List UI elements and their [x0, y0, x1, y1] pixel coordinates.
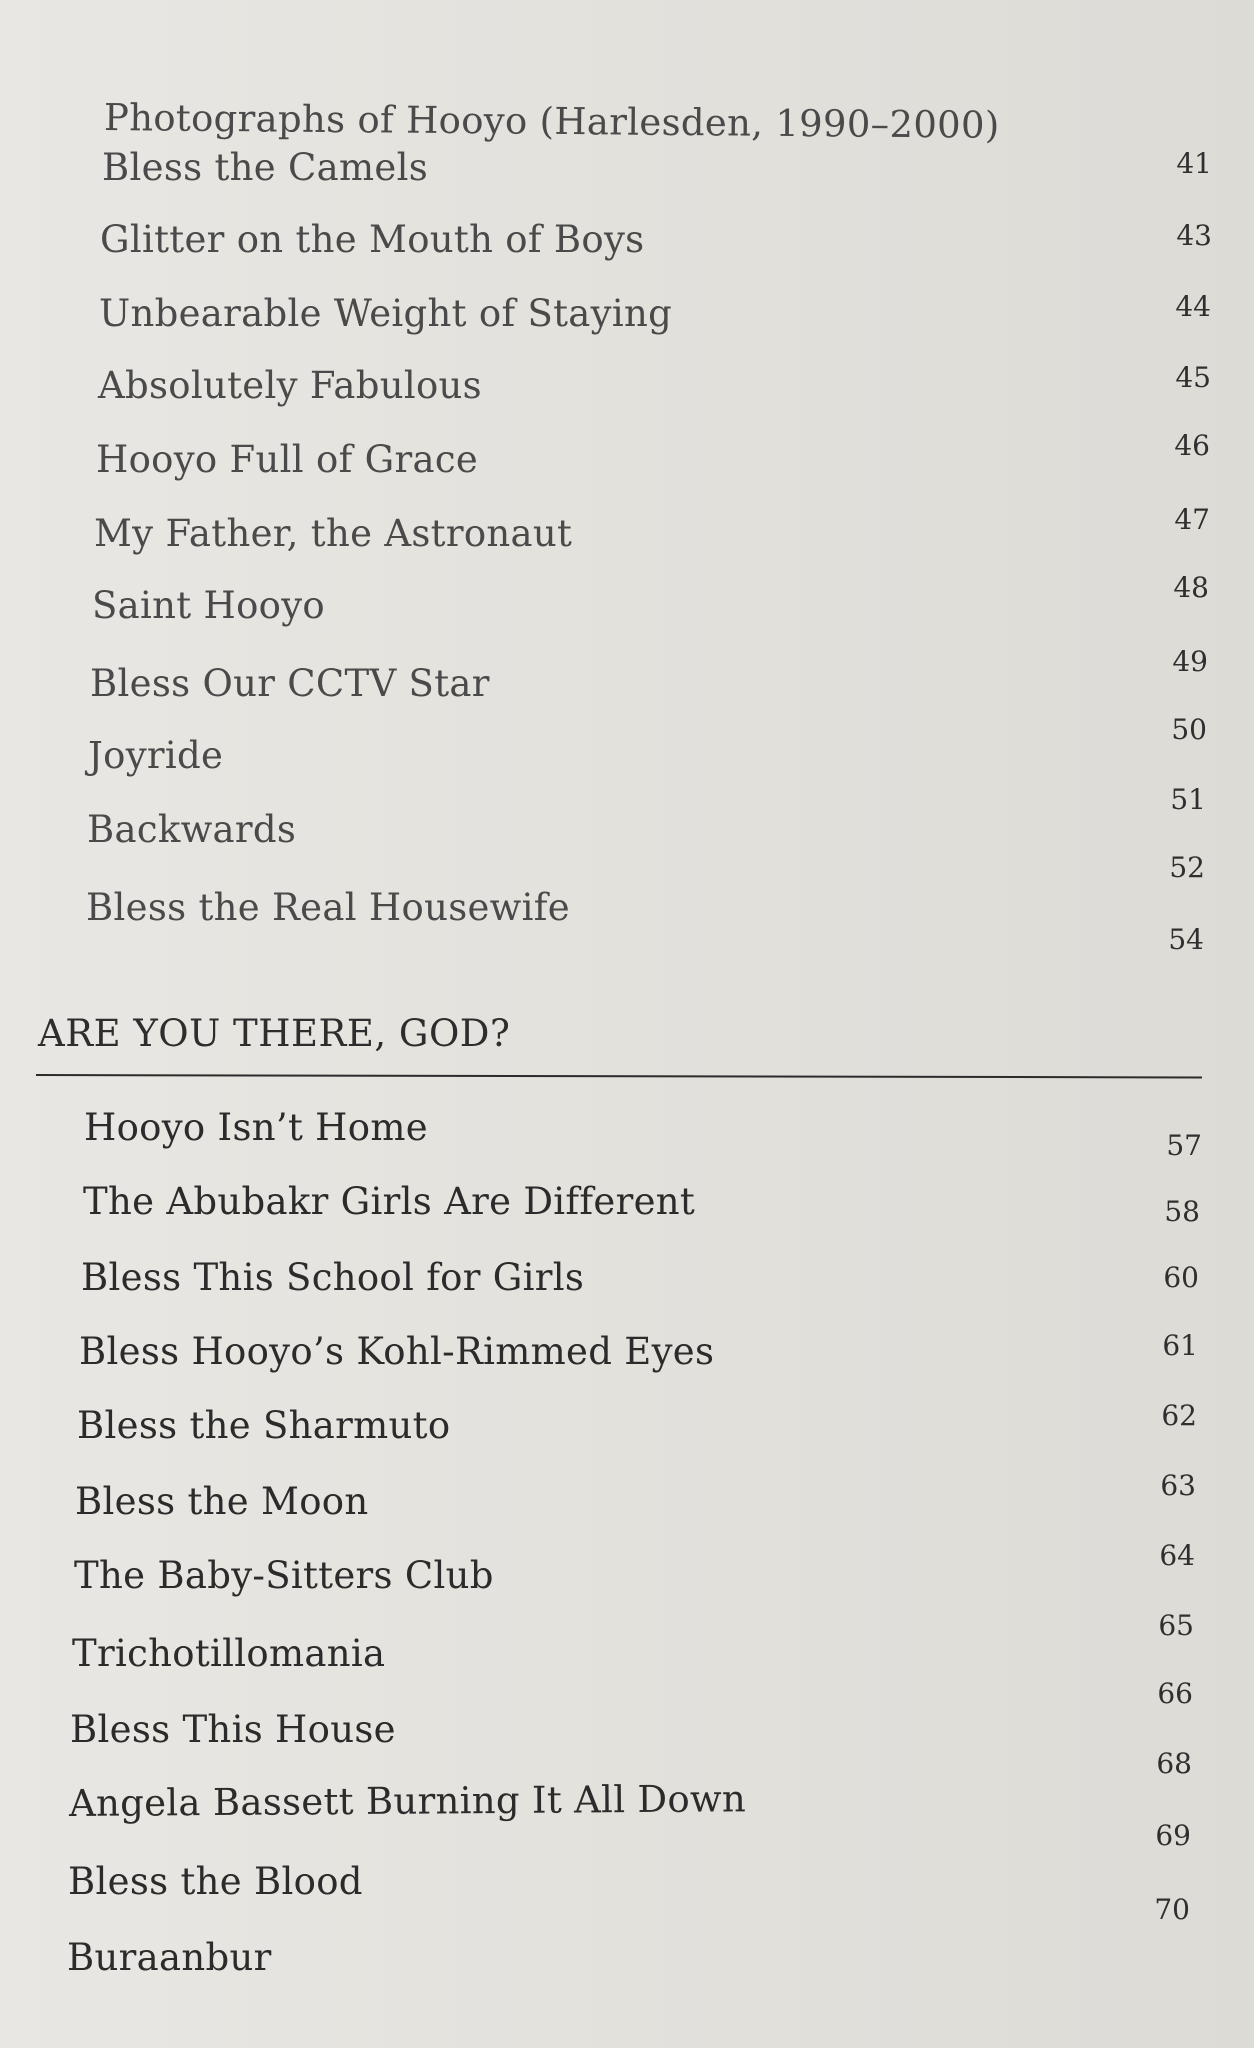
toc-entry-title: The Abubakr Girls Are Different	[83, 1180, 696, 1223]
toc-entry-page: 62	[1161, 1399, 1197, 1432]
toc-entry-page: 68	[1156, 1747, 1192, 1780]
toc-entry-title: Bless the Camels	[102, 146, 428, 189]
toc-entry-title: Backwards	[87, 808, 297, 851]
toc-entry-title: Unbearable Weight of Staying	[99, 292, 673, 335]
toc-trailing-page: 54	[1168, 923, 1204, 956]
section-heading: ARE YOU THERE, GOD?	[38, 1012, 511, 1055]
toc-entry-page: 44	[1175, 290, 1211, 323]
toc-entry-title: Absolutely Fabulous	[98, 364, 482, 407]
toc-entry-page: 52	[1169, 851, 1205, 884]
toc-entry-page: 70	[1154, 1893, 1190, 1926]
toc-entry-page: 65	[1158, 1609, 1194, 1642]
toc-entry-page: 69	[1155, 1819, 1191, 1852]
toc-entry-title: Bless the Sharmuto	[77, 1404, 451, 1447]
toc-entry-page: 64	[1159, 1539, 1195, 1572]
toc-entry-page: 49	[1172, 645, 1208, 678]
toc-entry-title: Saint Hooyo	[92, 584, 325, 627]
toc-entry-title: Bless This House	[70, 1708, 396, 1751]
toc-entry-title: Bless This School for Girls	[81, 1256, 585, 1299]
toc-entry-page: 41	[1176, 147, 1212, 180]
toc-entry-title: Bless Our CCTV Star	[90, 662, 490, 705]
toc-entry-page: 61	[1162, 1329, 1198, 1362]
toc-entry-title: Bless the Moon	[75, 1480, 369, 1523]
toc-entry-page: 66	[1157, 1677, 1193, 1710]
toc-entry-title: Trichotillomania	[72, 1632, 386, 1675]
toc-entry-title: Angela Bassett Burning It All Down	[68, 1777, 747, 1825]
toc-entry-page: 60	[1163, 1261, 1199, 1294]
toc-entry-title: Buraanbur	[67, 1936, 272, 1979]
toc-entry-page: 58	[1164, 1195, 1200, 1228]
toc-entry-title: Joyride	[88, 734, 224, 777]
toc-entry-page: 48	[1173, 571, 1209, 604]
toc-entry-title: The Baby-Sitters Club	[74, 1554, 494, 1597]
toc-entry-page: 45	[1175, 361, 1211, 394]
toc-entry-title: Bless the Real Housewife	[86, 886, 570, 929]
toc-entry-page: 50	[1171, 713, 1207, 746]
toc-entry-title: Hooyo Isn’t Home	[84, 1106, 428, 1149]
toc-header-entry: Photographs of Hooyo (Harlesden, 1990–2000)	[103, 96, 1000, 147]
toc-entry-page: 57	[1166, 1129, 1202, 1162]
toc-entry-title: Glitter on the Mouth of Boys	[100, 218, 645, 261]
toc-entry-page: 47	[1174, 503, 1210, 536]
toc-entry-title: Bless Hooyo’s Kohl-Rimmed Eyes	[79, 1330, 715, 1373]
toc-entry-title: My Father, the Astronaut	[94, 512, 573, 555]
toc-entry-page: 63	[1160, 1469, 1196, 1502]
toc-entry-title: Bless the Blood	[68, 1860, 363, 1903]
toc-entry-title: Hooyo Full of Grace	[96, 438, 479, 481]
toc-entry-page: 51	[1170, 783, 1206, 816]
section-divider	[36, 1074, 1202, 1078]
toc-entry-page: 46	[1174, 429, 1210, 462]
toc-entry-page: 43	[1176, 219, 1212, 252]
